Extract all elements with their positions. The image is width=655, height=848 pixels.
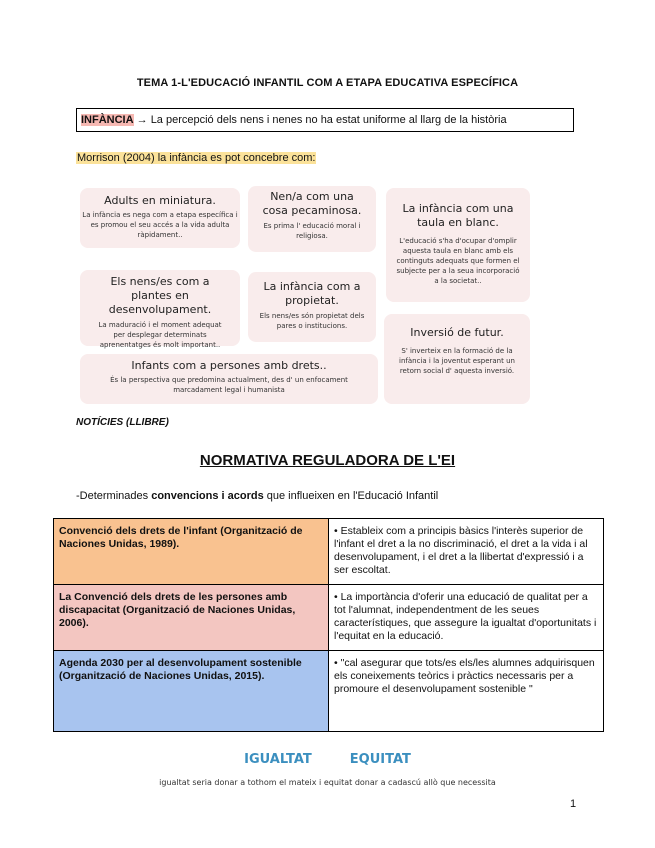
law-desc-cell: • Estableix com a principis bàsics l'interès superior de l'infant el dret a la no discriminació, el dret a la vida i al desenvolupament, i el dret a la llibertat d'expressió i a ser escoltat. (329, 519, 604, 585)
law-name-cell: La Convenció dels drets de les persones amb discapacitat (Organització de Naciones Unidas, 2006). (54, 585, 329, 651)
concept-title: Els nens/es com a plantes en desenvolupament. (108, 275, 212, 316)
arrow-right-icon: → (136, 114, 148, 126)
concept-title: Nen/a com una cosa pecaminosa. (262, 190, 362, 217)
concept-desc: S' inverteix en la formació de la infància i la joventut esperant un retorn social d' aquesta inversió. (399, 347, 515, 375)
infancia-text: La percepció dels nens i nenes no ha estat uniforme al llarg de la història (150, 114, 507, 126)
concept-title: La infància com a propietat. (263, 280, 361, 307)
table-row (54, 519, 604, 585)
normativa-intro (76, 490, 438, 502)
concept-desc: La maduració i el moment adequat per desplegar determinats aprenentatges és molt important.. (98, 321, 222, 349)
concept-title: Infants com a persones amb drets.. (131, 359, 327, 372)
concept-card-adults-miniature (80, 188, 240, 248)
igualtat-term: IGUALTAT (244, 752, 312, 767)
equality-note: igualtat seria donar a tothom el mateix i equitat donar a cadascú allò que necessita (159, 778, 496, 787)
concept-card-plants (80, 270, 240, 349)
concept-desc: És la perspectiva que predomina actualment, des d' un enfocament marcadament legal i humanista (110, 376, 348, 394)
equality-terms (0, 752, 655, 767)
intro-text-bold: convencions i acords (151, 490, 264, 502)
law-name-cell: Agenda 2030 per al desenvolupament sostenible (Organització de Naciones Unidas, 2015). (54, 651, 329, 732)
concept-card-rights (80, 354, 378, 404)
concept-desc: L'educació s'ha d'ocupar d'omplir aquesta taula en blanc amb els continguts adequats que formen el subjecte per a la seua incorporació a la societat.. (396, 237, 520, 285)
intro-text-post: que influeixen en l'Educació Infantil (263, 490, 439, 502)
intro-text-pre: -Determinades (76, 490, 152, 502)
morrison-intro: Morrison (2004) la infància es pot concebre com: (77, 152, 316, 164)
concept-card-blank-slate (386, 188, 530, 302)
concept-card-sinful-thing (248, 186, 376, 252)
concept-title: Inversió de futur. (410, 326, 504, 339)
concept-title: La infància com una taula en blanc. (402, 202, 514, 229)
table-row (54, 651, 604, 732)
notices-label: NOTÍCIES (LLIBRE) (76, 417, 169, 428)
concept-desc: Es prima l' educació moral i religiosa. (263, 222, 361, 240)
law-desc-cell: • "cal asegurar que tots/es els/les alumnes adquirisquen els coneixements teòrics i pràctics necessaris per a promoure el desenvolupament sostenible " (329, 651, 604, 732)
normativa-heading: NORMATIVA REGULADORA DE L'EI (199, 452, 456, 469)
concept-card-future-investment (384, 314, 530, 404)
page-title: TEMA 1-L'EDUCACIÓ INFANTIL COM A ETAPA EDUCATIVA ESPECÍFICA (136, 77, 519, 89)
law-desc-cell: • La importància d'oferir una educació de qualitat per a tot l'alumnat, independentment de les seues característiques, que assegure la igualtat d'oportunitats i l'equitat en la educació. (329, 585, 604, 651)
infancia-label: INFÀNCIA (81, 114, 134, 126)
conventions-table (53, 518, 604, 732)
infancia-definition-box (76, 108, 574, 132)
equitat-term: EQUITAT (349, 752, 411, 767)
concept-desc: Els nens/es són propietat dels pares o institucions. (259, 312, 365, 330)
concept-card-property (248, 272, 376, 342)
concept-desc: La infància es nega com a etapa específica i es promou el seu accés a la vida adulta ràpidament.. (82, 211, 238, 239)
concept-title: Adults en miniatura. (104, 194, 216, 207)
page-number: 1 (570, 798, 577, 810)
law-name-cell: Convenció dels drets de l'infant (Organització de Naciones Unidas, 1989). (54, 519, 329, 585)
table-row (54, 585, 604, 651)
